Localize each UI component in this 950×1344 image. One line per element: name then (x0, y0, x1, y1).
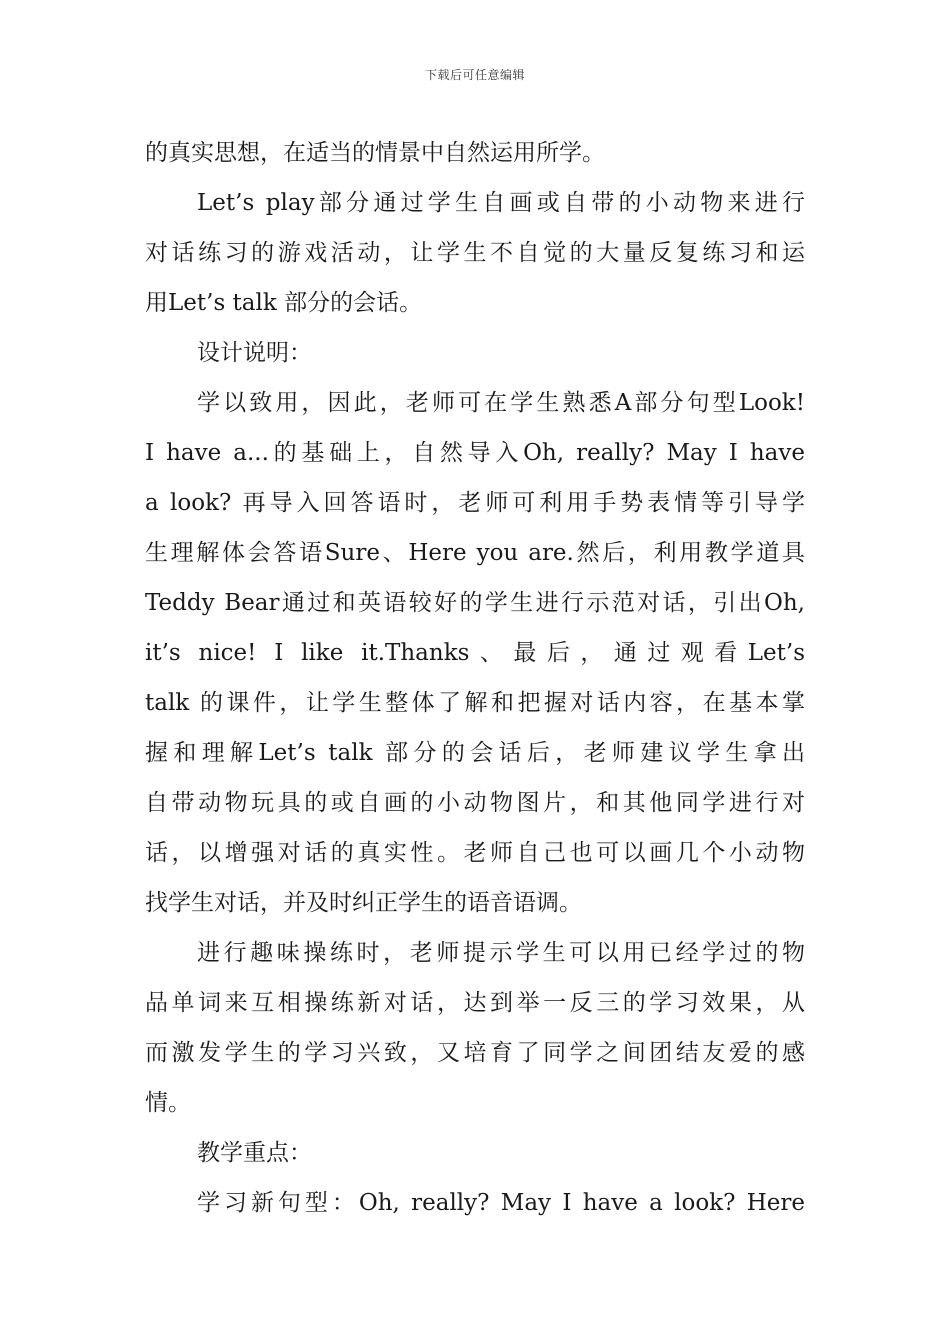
text-line: 学习新句型：Oh, really? May I have a look? Here (197, 1190, 805, 1216)
text-line: talk 的课件，让学生整体了解和把握对话内容，在基本掌 (145, 690, 805, 716)
text-line: 设计说明： (197, 340, 312, 366)
text-line: Let’s play部分通过学生自画或自带的小动物来进行 (197, 190, 805, 216)
text-line: 进行趣味操练时，老师提示学生可以用已经学过的物 (197, 940, 805, 966)
text-line: 握和理解Let’s talk 部分的会话后，老师建议学生拿出 (145, 740, 805, 766)
text-line: it’s nice! I like it.Thanks、最后，通过观看Let’s (145, 640, 805, 666)
text-line: 情。 (145, 1090, 191, 1116)
text-line: I have a...的基础上，自然导入Oh, really? May I have (145, 440, 805, 466)
text-line: 生理解体会答语Sure、Here you are.然后，利用教学道具 (145, 540, 805, 566)
text-line: 教学重点： (197, 1140, 312, 1166)
header-note: 下载后可任意编辑 (424, 68, 525, 82)
text-line: 而激发学生的学习兴致，又培育了同学之间团结友爱的感 (145, 1040, 805, 1066)
text-line: 的真实思想，在适当的情景中自然运用所学。 (145, 140, 605, 166)
text-line: 对话练习的游戏活动，让学生不自觉的大量反复练习和运 (145, 240, 805, 266)
text-line: a look? 再导入回答语时，老师可利用手势表情等引导学 (145, 490, 805, 516)
text-line: 话，以增强对话的真实性。老师自己也可以画几个小动物 (145, 840, 805, 866)
text-line: 用Let’s talk 部分的会话。 (145, 290, 423, 316)
text-line: Teddy Bear通过和英语较好的学生进行示范对话，引出Oh, (145, 590, 805, 616)
text-line: 学以致用，因此，老师可在学生熟悉A部分句型Look! (197, 390, 805, 416)
text-line: 品单词来互相操练新对话，达到举一反三的学习效果，从 (145, 990, 805, 1016)
text-line: 自带动物玩具的或自画的小动物图片，和其他同学进行对 (145, 790, 805, 816)
document-body (145, 128, 805, 1228)
text-line: 找学生对话，并及时纠正学生的语音语调。 (145, 890, 582, 916)
